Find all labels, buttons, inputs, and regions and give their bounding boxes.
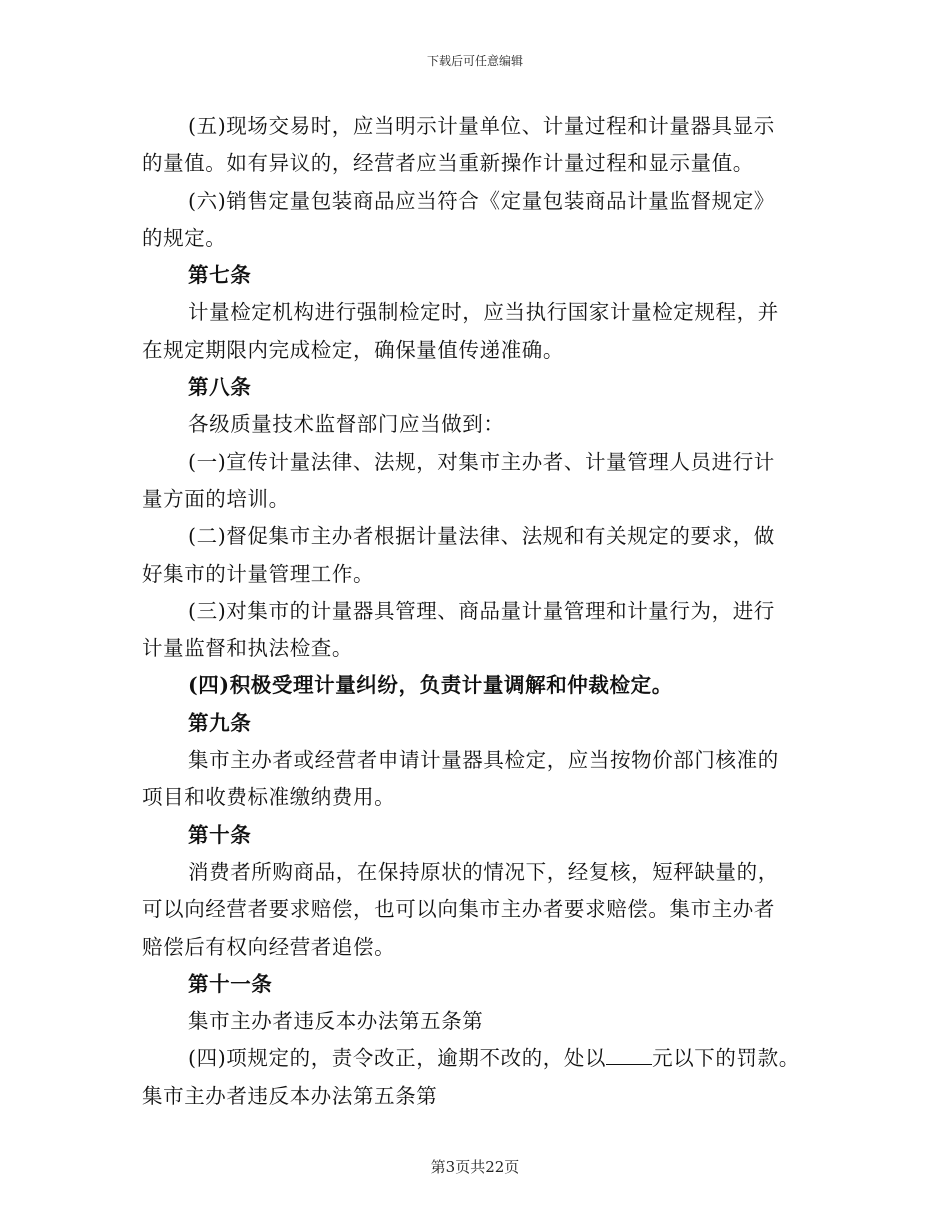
paragraph-line: (二)督促集市主办者根据计量法律、法规和有关规定的要求，做 [188, 524, 775, 549]
paragraph-line: 各级质量技术监督部门应当做到： [188, 412, 505, 437]
penalty-line [142, 1040, 810, 1077]
paragraph-line: 在规定期限内完成检定，确保量值传递准确。 [142, 337, 564, 362]
article-heading: 第七条 [188, 263, 252, 288]
paragraph-line: 项目和收费标准缴纳费用。 [142, 785, 396, 810]
page-number: 第3页共22页 [430, 1158, 520, 1176]
fill-in-blank [606, 1046, 652, 1065]
paragraph-line: 计量监督和执法检查。 [142, 636, 353, 661]
paragraph-line: (一)宣传计量法律、法规，对集市主办者、计量管理人员进行计 [188, 449, 775, 474]
article-heading: 第八条 [188, 375, 252, 400]
article-heading: 第十一条 [188, 971, 273, 996]
paragraph-line: 消费者所购商品，在保持原状的情况下，经复核，短秤缺量的， [188, 859, 779, 884]
paragraph-line: 赔偿后有权向经营者追偿。 [142, 934, 396, 959]
paragraph-line: 的量值。如有异议的，经营者应当重新操作计量过程和显示量值。 [142, 151, 754, 176]
page-header: 下载后可任意编辑 [426, 54, 523, 68]
paragraph-line: 可以向经营者要求赔偿，也可以向集市主办者要求赔偿。集市主办者 [142, 897, 775, 922]
paragraph-line: 量方面的培训。 [142, 486, 290, 511]
article-heading: 第九条 [188, 710, 252, 735]
paragraph-line: 好集市的计量管理工作。 [142, 561, 375, 586]
paragraph-line: 的规定。 [142, 225, 227, 250]
article-heading: 第十条 [188, 822, 252, 847]
paragraph-line: (五)现场交易时，应当明示计量单位、计量过程和计量器具显示 [188, 114, 775, 138]
paragraph-line: 集市主办者违反本办法第五条第 [142, 1083, 438, 1108]
paragraph-line: (三)对集市的计量器具管理、商品量计量管理和计量行为，进行 [188, 598, 775, 623]
paragraph-line: (六)销售定量包装商品应当符合《定量包装商品计量监督规定》 [188, 188, 775, 213]
penalty-text-after: 元以下的罚款。 [652, 1046, 800, 1071]
document-body [142, 108, 810, 1115]
paragraph-line-bold: (四)积极受理计量纠纷，负责计量调解和仲裁检定。 [188, 673, 673, 698]
penalty-text-before: (四)项规定的，责令改正，逾期不改的，处以 [188, 1046, 607, 1071]
paragraph-line: 集市主办者违反本办法第五条第 [188, 1009, 484, 1034]
paragraph-line: 计量检定机构进行强制检定时，应当执行国家计量检定规程，并 [188, 300, 779, 325]
paragraph-line: 集市主办者或经营者申请计量器具检定，应当按物价部门核准的 [188, 748, 779, 773]
